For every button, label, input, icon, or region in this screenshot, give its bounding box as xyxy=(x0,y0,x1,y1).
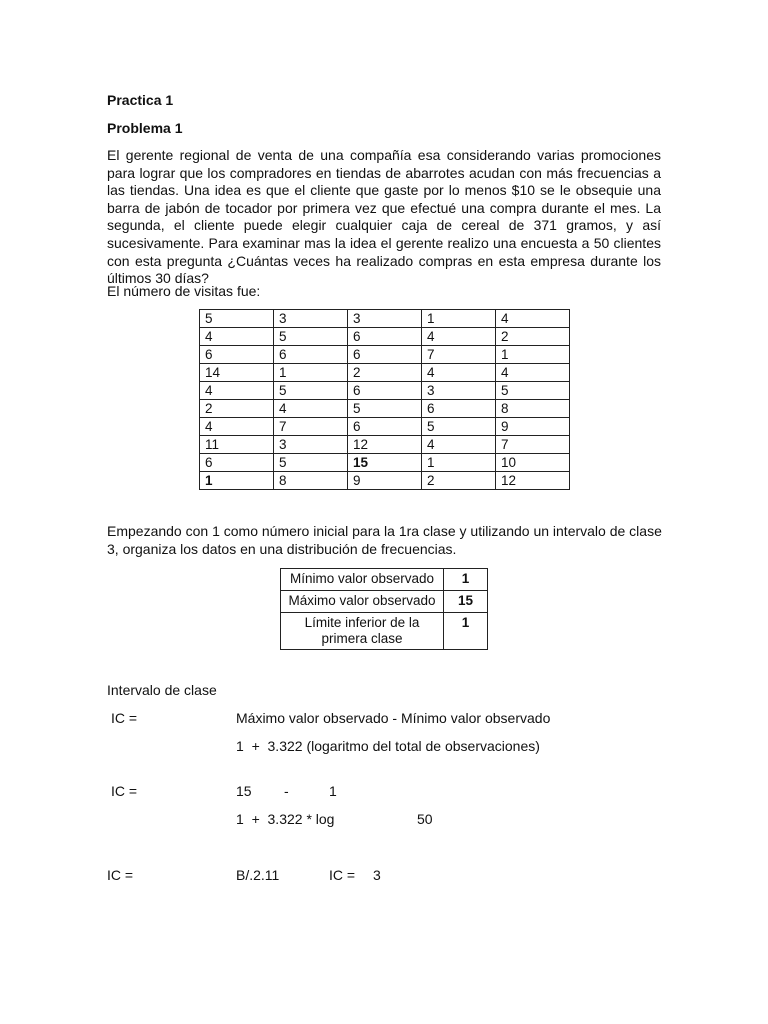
ic-label-3: IC = xyxy=(107,867,134,883)
table-row xyxy=(200,454,570,472)
table-cell: 1 xyxy=(274,364,348,382)
table-cell: 4 xyxy=(274,400,348,418)
visits-label: El número de visitas fue: xyxy=(107,283,261,299)
summary-row-max xyxy=(281,591,488,613)
table-cell: 7 xyxy=(422,346,496,364)
lower-limit-value: 1 xyxy=(444,613,488,650)
table-cell: 6 xyxy=(200,346,274,364)
table-cell: 15 xyxy=(348,454,422,472)
table-cell: 1 xyxy=(422,310,496,328)
table-cell: 12 xyxy=(496,472,570,490)
table-row xyxy=(200,418,570,436)
table-row xyxy=(200,310,570,328)
min-label: Mínimo valor observado xyxy=(281,569,444,591)
table-row xyxy=(200,472,570,490)
min-value: 1 xyxy=(444,569,488,591)
table-cell: 11 xyxy=(200,436,274,454)
table-cell: 6 xyxy=(348,346,422,364)
table-cell: 2 xyxy=(496,328,570,346)
table-row xyxy=(200,328,570,346)
result-value: B/.2.11 xyxy=(236,867,280,883)
interval-heading: Intervalo de clase xyxy=(107,682,217,698)
table-cell: 5 xyxy=(348,400,422,418)
table-row xyxy=(200,364,570,382)
table-cell: 7 xyxy=(496,436,570,454)
table-cell: 2 xyxy=(348,364,422,382)
max-label: Máximo valor observado xyxy=(281,591,444,613)
table-cell: 8 xyxy=(274,472,348,490)
table-cell: 1 xyxy=(496,346,570,364)
numerator-max: 15 xyxy=(236,783,252,799)
max-value: 15 xyxy=(444,591,488,613)
formula-denominator: 1 + 3.322 (logaritmo del total de observaciones) xyxy=(236,738,540,754)
table-cell: 4 xyxy=(496,364,570,382)
summary-row-lower-limit xyxy=(281,613,488,650)
problem-statement: El gerente regional de venta de una compañía esa considerando varias promociones para lograr que los compradores en tiendas de abarrotes acudan con más frecuencias a las tiendas. Una idea es que el cliente que gaste por lo menos $10 se le obsequie una barra de jabón de tocador por primera vez que efectué una compra durante el mes. La segunda, el cliente puede elegir cualquier caja de cereal de 371 gramos, y así sucesivamente. Para examinar mas la idea el gerente realizo una encuesta a 50 clientes con esta pregunta ¿Cuántas veces ha realizado compras en esta empresa durante los últimos 30 días? xyxy=(107,147,661,287)
table-cell: 2 xyxy=(200,400,274,418)
lower-limit-label: Límite inferior de la primera clase xyxy=(281,613,444,650)
table-cell: 1 xyxy=(200,472,274,490)
table-cell: 4 xyxy=(422,436,496,454)
visits-table xyxy=(199,309,570,490)
table-cell: 4 xyxy=(200,418,274,436)
summary-table xyxy=(280,568,488,650)
table-cell: 14 xyxy=(200,364,274,382)
table-cell: 6 xyxy=(348,418,422,436)
visits-table-body xyxy=(200,310,570,490)
table-cell: 10 xyxy=(496,454,570,472)
table-cell: 3 xyxy=(348,310,422,328)
table-cell: 4 xyxy=(200,328,274,346)
practice-title: Practica 1 xyxy=(107,92,174,108)
table-cell: 6 xyxy=(348,382,422,400)
table-cell: 6 xyxy=(422,400,496,418)
numerator-minus: - xyxy=(284,783,289,799)
table-cell: 5 xyxy=(496,382,570,400)
table-cell: 6 xyxy=(274,346,348,364)
table-row xyxy=(200,382,570,400)
table-row xyxy=(200,436,570,454)
table-cell: 4 xyxy=(496,310,570,328)
formula-numerator: Máximo valor observado - Mínimo valor observado xyxy=(236,710,551,726)
table-cell: 9 xyxy=(348,472,422,490)
table-cell: 5 xyxy=(274,382,348,400)
table-cell: 4 xyxy=(200,382,274,400)
table-cell: 5 xyxy=(274,454,348,472)
table-cell: 9 xyxy=(496,418,570,436)
denominator-text: 1 + 3.322 * log xyxy=(236,811,335,827)
ic-result-value: 3 xyxy=(373,867,381,883)
table-cell: 4 xyxy=(422,328,496,346)
table-cell: 6 xyxy=(348,328,422,346)
table-cell: 3 xyxy=(274,436,348,454)
instruction-text: Empezando con 1 como número inicial para la 1ra clase y utilizando un intervalo de clase 3, organiza los datos en una distribución de frecuencias. xyxy=(107,523,662,557)
summary-row-min xyxy=(281,569,488,591)
table-cell: 3 xyxy=(422,382,496,400)
table-cell: 8 xyxy=(496,400,570,418)
problem-title: Problema 1 xyxy=(107,120,183,136)
table-row xyxy=(200,400,570,418)
numerator-min: 1 xyxy=(329,783,337,799)
table-cell: 7 xyxy=(274,418,348,436)
ic-result-label: IC = xyxy=(329,867,356,883)
table-cell: 5 xyxy=(274,328,348,346)
table-cell: 1 xyxy=(422,454,496,472)
denominator-n: 50 xyxy=(417,811,433,827)
table-cell: 4 xyxy=(422,364,496,382)
table-cell: 5 xyxy=(422,418,496,436)
ic-label-2: IC = xyxy=(111,783,138,799)
table-row xyxy=(200,346,570,364)
table-cell: 12 xyxy=(348,436,422,454)
table-cell: 2 xyxy=(422,472,496,490)
table-cell: 3 xyxy=(274,310,348,328)
table-cell: 6 xyxy=(200,454,274,472)
table-cell: 5 xyxy=(200,310,274,328)
ic-label-1: IC = xyxy=(111,710,138,726)
